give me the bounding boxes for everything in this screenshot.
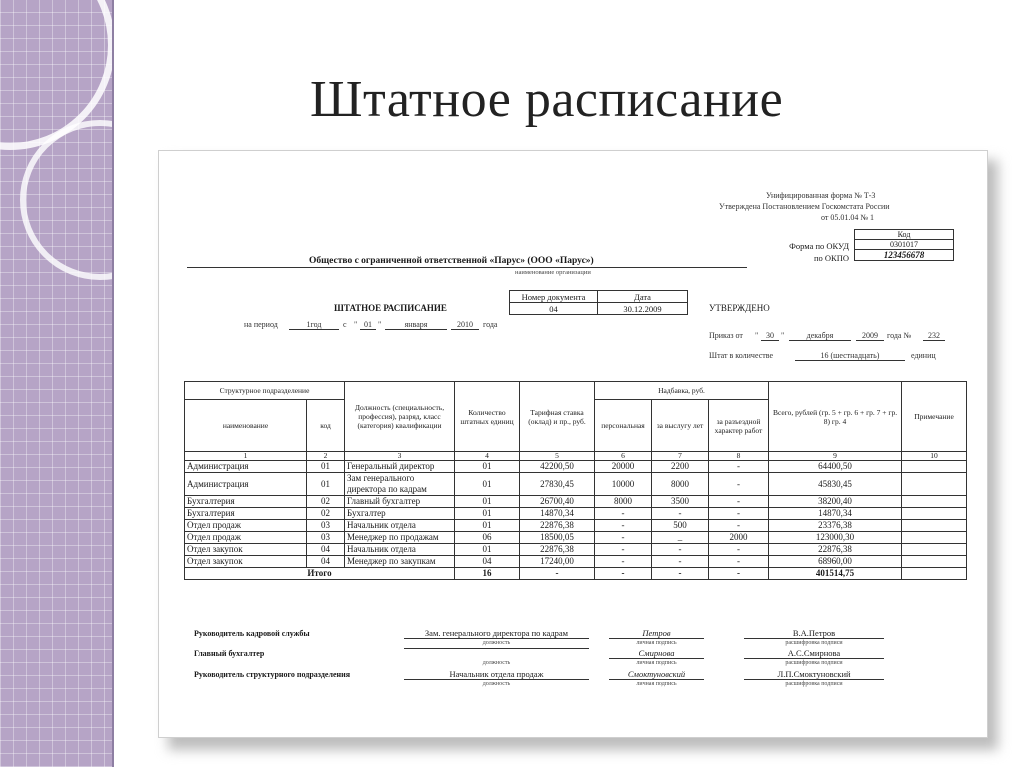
table-row [185, 544, 967, 556]
cell-note [902, 544, 967, 556]
cell-traveling: - [709, 508, 769, 520]
cell-total: 68960,00 [769, 556, 902, 568]
approval-title: УТВЕРЖДЕНО [709, 303, 770, 313]
header-traveling: за разъездной характер работ [709, 400, 769, 452]
doc-date: 30.12.2009 [598, 303, 688, 315]
caption-decoding: расшифровка подписи [785, 640, 843, 646]
cell-rate: 22876,38 [520, 520, 595, 532]
column-number: 5 [520, 452, 595, 461]
cell-traveling: 2000 [709, 532, 769, 544]
cell-division: Отдел продаж [185, 532, 307, 544]
cell-rate: 22876,38 [520, 544, 595, 556]
order-number: 232 [923, 331, 945, 341]
cell-code: 03 [307, 520, 345, 532]
okpo-label: по ОКПО [813, 253, 849, 263]
header-code: код [307, 400, 345, 452]
cell-traveling: - [709, 556, 769, 568]
form-number: Унифицированная форма № Т-3 [766, 191, 876, 200]
cell-count: 06 [455, 532, 520, 544]
order-prefix: Приказ от [709, 331, 743, 340]
cell-position: Менеджер по закупкам [345, 556, 455, 568]
cell-rate: 26700,40 [520, 496, 595, 508]
cell-total: 64400,50 [769, 461, 902, 473]
total-note [902, 568, 967, 580]
period-value: 1год [289, 320, 339, 330]
form-approval: Утверждена Постановлением Госкомстата России [719, 202, 890, 211]
column-number: 7 [652, 452, 709, 461]
slide-title: Штатное расписание [310, 71, 784, 128]
cell-traveling: - [709, 520, 769, 532]
column-number: 8 [709, 452, 769, 461]
signature-accountant: Смирнова [609, 648, 704, 659]
caption-position: должность [482, 681, 511, 687]
cell-total: 45830,45 [769, 473, 902, 496]
cell-personal: 8000 [595, 496, 652, 508]
cell-code: 03 [307, 532, 345, 544]
cell-rate: 14870,34 [520, 508, 595, 520]
total-count: 16 [455, 568, 520, 580]
table-row [185, 556, 967, 568]
total-traveling: - [709, 568, 769, 580]
signature-position-accountant [404, 648, 589, 649]
cell-note [902, 496, 967, 508]
okpo-value: 123456678 [855, 250, 954, 261]
cell-position: Начальник отдела [345, 520, 455, 532]
cell-note [902, 461, 967, 473]
total-personal: - [595, 568, 652, 580]
period-suffix: года [483, 320, 498, 329]
codes-box [854, 229, 954, 261]
cell-seniority: _ [652, 532, 709, 544]
cell-personal: 20000 [595, 461, 652, 473]
cell-code: 02 [307, 496, 345, 508]
cell-code: 01 [307, 461, 345, 473]
cell-personal: - [595, 508, 652, 520]
caption-decoding: расшифровка подписи [785, 660, 843, 666]
cell-count: 01 [455, 496, 520, 508]
cell-count: 01 [455, 473, 520, 496]
header-allowance: Надбавка, руб. [595, 382, 769, 400]
order-day: 30 [761, 331, 779, 341]
cell-personal: 10000 [595, 473, 652, 496]
cell-position: Бухгалтер [345, 508, 455, 520]
cell-traveling: - [709, 496, 769, 508]
cell-rate: 42200,50 [520, 461, 595, 473]
cell-count: 01 [455, 461, 520, 473]
doc-number-header: Номер документа [510, 291, 598, 303]
staff-suffix: единиц [911, 351, 936, 360]
form-approval-date: от 05.01.04 № 1 [821, 213, 875, 222]
cell-note [902, 508, 967, 520]
header-total: Всего, рублей (гр. 5 + гр. 6 + гр. 7 + гр. 8) гр. 4 [769, 382, 902, 452]
cell-seniority: 3500 [652, 496, 709, 508]
table-body [185, 461, 967, 568]
staff-table [184, 381, 967, 580]
document-title: ШТАТНОЕ РАСПИСАНИЕ [334, 303, 447, 313]
cell-personal: - [595, 556, 652, 568]
order-year: 2009 [856, 331, 884, 341]
code-header: Код [855, 230, 954, 240]
cell-traveling: - [709, 461, 769, 473]
header-note: Примечание [902, 382, 967, 452]
doc-number: 04 [510, 303, 598, 315]
staff-prefix: Штат в количестве [709, 351, 774, 360]
period-day: 01 [360, 320, 376, 330]
table-row [185, 461, 967, 473]
cell-traveling: - [709, 544, 769, 556]
cell-seniority: - [652, 544, 709, 556]
cell-rate: 27830,45 [520, 473, 595, 496]
total-row [185, 568, 967, 580]
signature-hr: Петров [609, 628, 704, 639]
column-number: 3 [345, 452, 455, 461]
table-row [185, 496, 967, 508]
cell-position: Главный бухгалтер [345, 496, 455, 508]
cell-count: 04 [455, 556, 520, 568]
caption-signature: личная подпись [636, 660, 677, 666]
column-numbers-row [185, 452, 967, 461]
cell-seniority: 2200 [652, 461, 709, 473]
doc-date-header: Дата [598, 291, 688, 303]
cell-code: 04 [307, 556, 345, 568]
header-name: наименование [185, 400, 307, 452]
cell-total: 38200,40 [769, 496, 902, 508]
cell-total: 23376,38 [769, 520, 902, 532]
cell-position: Начальник отдела [345, 544, 455, 556]
caption-decoding: расшифровка подписи [785, 681, 843, 687]
header-position: Должность (специальность, профессия), разряд, класс (категория) квалификации [345, 382, 455, 452]
table-row [185, 532, 967, 544]
cell-division: Отдел продаж [185, 520, 307, 532]
signature-label-hr: Руководитель кадровой службы [194, 629, 310, 638]
signature-label-division-head: Руководитель структурного подразделения [194, 670, 351, 679]
cell-note [902, 520, 967, 532]
column-number: 6 [595, 452, 652, 461]
cell-rate: 18500,05 [520, 532, 595, 544]
period-month: января [385, 320, 447, 330]
header-count: Количество штатных единиц [455, 382, 520, 452]
period-year: 2010 [451, 320, 479, 330]
header-rate: Тарифная ставка (оклад) и пр., руб. [520, 382, 595, 452]
order-year-suffix: года № [887, 331, 912, 340]
cell-seniority: 8000 [652, 473, 709, 496]
signature-position-hr: Зам. генерального директора по кадрам [404, 628, 589, 639]
cell-position: Зам генерального директора по кадрам [345, 473, 455, 496]
cell-seniority: - [652, 508, 709, 520]
caption-position: должность [482, 640, 511, 646]
total-sum: 401514,75 [769, 568, 902, 580]
cell-position: Генеральный директор [345, 461, 455, 473]
document-number-box [509, 290, 688, 315]
cell-count: 01 [455, 544, 520, 556]
column-number: 4 [455, 452, 520, 461]
staff-schedule-document: Унифицированная форма № Т-3 Утверждена Постановлением Госкомстата России от 05.01.04 № 1 Код 0301017 123456678 Форма по ОКУД по ОКПО Общество с ограниченной ответственной «Парус» (ООО «Парус») наименование организации Номер документа Дата 04 30.12.2009 ШТАТНОЕ РАСПИСАНИЕ на период 1год с " 01 " января 2010 года УТВЕРЖДЕНО Приказ от " 30 " декабря 2009 года № 232 Штат в количестве 16 (шестнадцать) единиц Структурное подразделение Должность (специальность, профессия), разряд, класс (категория) квалификации Количество штатных единиц Тарифная ставка (оклад) и пр., руб. Надбавка, руб. Всего, рублей (гр. 5 + гр. 6 + гр. 7 + гр. 8) гр. 4 Примечание наименование код персональная за выслугу лет за разъездной характер работ 1 2 3 4 5 6 7 8 9 10 Администрация 01 Генеральный директор 01 42200,50 20000 2200 - 64400,50 Администрация 01 Зам генерального директора по кадрам 01 27830,45 10000 8000 - 45830,45 Бухгалтерия 02 Главный бухгалтер 01 26700,40 8000 3500 - 38200,40 Бухгалтерия 02 Бухгалтер 01 14870,34 - - - 14870,34 Отдел продаж 03 Начальник отдела 01 22876,38 - 500 - 23376,38 Отдел продаж 03 Менеджер по продажам 06 18500,05 - _ 2000 123000,30 Отдел закупок 04 Начальник отдела 01 22876,38 - - - 22876,38 Отдел закупок 04 Менеджер по закупкам 04 17240,00 - - - 68960,00 Итого 16 - - - - 401514,75 Руководитель кадровой службы Зам. генерального директора по кадрам Петров В.А.Петров должность личная подпись расшифровка подписи Главный бухгалтер Смирнова А.С.Смирнова должность личная подпись расшифровка подписи Руководитель структурного подразделения Начальник отдела продаж Смоктуновский Л.П.Смоктуновский должность личная подпись расшифровка подписи [158, 150, 988, 738]
cell-total: 22876,38 [769, 544, 902, 556]
cell-seniority: 500 [652, 520, 709, 532]
cell-count: 01 [455, 508, 520, 520]
total-label: Итого [185, 568, 455, 580]
signature-name-division-head: Л.П.Смоктуновский [744, 669, 884, 680]
cell-rate: 17240,00 [520, 556, 595, 568]
cell-note [902, 473, 967, 496]
signature-name-hr: В.А.Петров [744, 628, 884, 639]
signature-label-accountant: Главный бухгалтер [194, 649, 265, 658]
column-number: 10 [902, 452, 967, 461]
okud-value: 0301017 [855, 240, 954, 250]
cell-division: Бухгалтерия [185, 496, 307, 508]
column-number: 2 [307, 452, 345, 461]
table-row [185, 473, 967, 496]
signature-name-accountant: А.С.Смирнова [744, 648, 884, 659]
cell-position: Менеджер по продажам [345, 532, 455, 544]
cell-division: Отдел закупок [185, 544, 307, 556]
header-seniority: за выслугу лет [652, 400, 709, 452]
column-number: 1 [185, 452, 307, 461]
caption-signature: личная подпись [636, 681, 677, 687]
cell-code: 04 [307, 544, 345, 556]
order-month: декабря [789, 331, 851, 341]
cell-total: 14870,34 [769, 508, 902, 520]
cell-personal: - [595, 544, 652, 556]
cell-count: 01 [455, 520, 520, 532]
cell-total: 123000,30 [769, 532, 902, 544]
cell-division: Администрация [185, 473, 307, 496]
staff-value: 16 (шестнадцать) [795, 351, 905, 361]
cell-traveling: - [709, 473, 769, 496]
total-seniority: - [652, 568, 709, 580]
total-rate: - [520, 568, 595, 580]
table-row [185, 520, 967, 532]
caption-position: должность [482, 660, 511, 666]
organization-caption: наименование организации [515, 269, 591, 276]
table-row [185, 508, 967, 520]
cell-note [902, 532, 967, 544]
period-prefix: на период [244, 320, 278, 329]
signature-division-head: Смоктуновский [609, 669, 704, 680]
cell-code: 02 [307, 508, 345, 520]
strip-border [112, 0, 114, 767]
period-from: с [343, 320, 347, 329]
cell-personal: - [595, 520, 652, 532]
header-personal: персональная [595, 400, 652, 452]
signature-position-division-head: Начальник отдела продаж [404, 669, 589, 680]
cell-note [902, 556, 967, 568]
cell-division: Бухгалтерия [185, 508, 307, 520]
column-number: 9 [769, 452, 902, 461]
okud-label: Форма по ОКУД [789, 241, 849, 251]
cell-seniority: - [652, 556, 709, 568]
cell-division: Отдел закупок [185, 556, 307, 568]
cell-personal: - [595, 532, 652, 544]
organization-name: Общество с ограниченной ответственной «Парус» (ООО «Парус») [309, 256, 594, 266]
header-division: Структурное подразделение [185, 382, 345, 400]
cell-code: 01 [307, 473, 345, 496]
caption-signature: личная подпись [636, 640, 677, 646]
cell-division: Администрация [185, 461, 307, 473]
